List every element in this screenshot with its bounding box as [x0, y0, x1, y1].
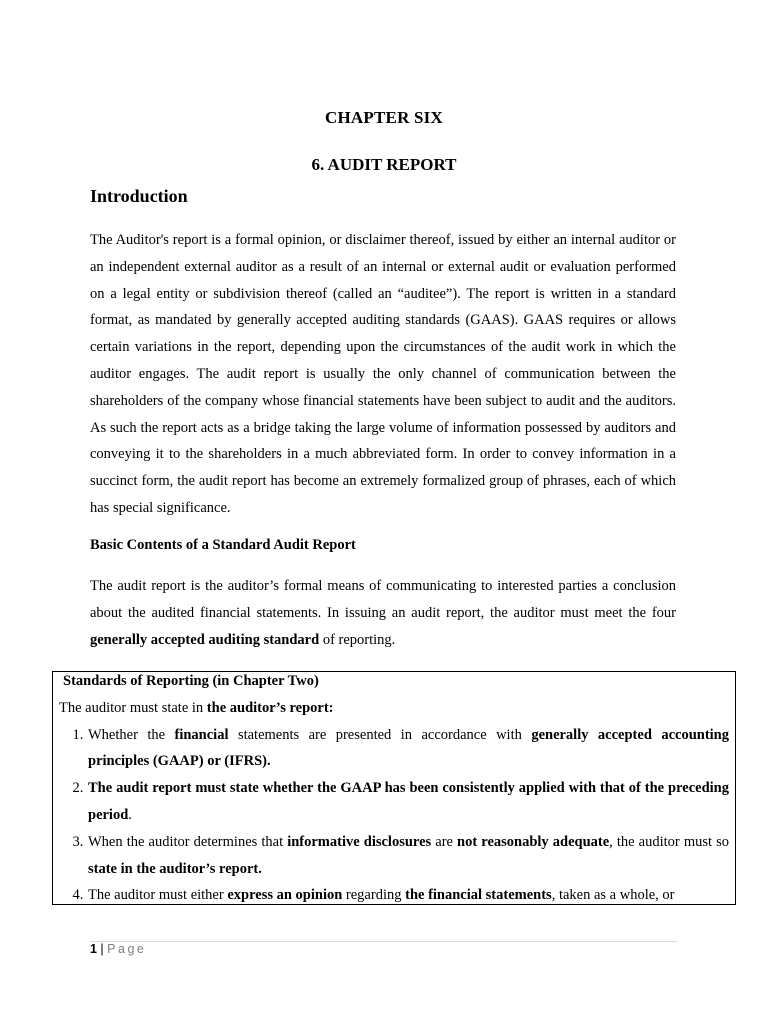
section-heading: Basic Contents of a Standard Audit Report [90, 537, 356, 553]
item-bold: generally accepted accounting principles (GAAP) or (IFRS). [88, 726, 729, 770]
item-text: . [128, 806, 132, 823]
standard-item-1 [87, 722, 729, 776]
item-text: are [431, 833, 458, 850]
lead-plain: The auditor must state in [59, 699, 207, 716]
item-bold: express an opinion [227, 887, 343, 904]
lead-bold: the auditor’s report: [206, 699, 334, 716]
introduction-heading: Introduction [90, 186, 188, 206]
item-bold: financial [174, 726, 229, 743]
item-text: The auditor must either [88, 887, 228, 904]
section-paragraph-start: The audit report is the auditor’s formal means of communicating to interested parties a conclusion about the audited financial statements. In issuing an audit report, the auditor must meet the four [90, 578, 676, 621]
item-bold: informative disclosures [287, 833, 432, 850]
section-paragraph-end: of reporting. [319, 631, 396, 648]
item-text: When the auditor determines that [88, 833, 288, 850]
standards-box-lead [53, 695, 735, 722]
page-word: Page [107, 942, 147, 956]
item-text: regarding [342, 887, 406, 904]
standard-item-3 [87, 829, 729, 883]
item-bold: not reasonably adequate [457, 833, 610, 850]
section-paragraph-bold: generally accepted auditing standard [90, 631, 320, 648]
item-bold: state in the auditor’s report. [88, 860, 262, 877]
chapter-heading: CHAPTER SIX [325, 108, 443, 127]
item-text: statements are presented in accordance with [228, 726, 532, 743]
standards-box-title: Standards of Reporting (in Chapter Two) [63, 673, 319, 689]
section-paragraph [90, 573, 676, 653]
item-bold: The audit report must state whether the GAAP has been consistently applied with that of the preceding period [88, 780, 729, 823]
chapter-title: 6. AUDIT REPORT [311, 155, 457, 174]
standard-item-4 [87, 882, 729, 905]
item-text: , taken as a whole, or [551, 887, 675, 904]
footer-separator: | [96, 942, 108, 956]
standards-list [53, 722, 735, 905]
item-text: Whether the [88, 726, 175, 743]
item-bold: the financial statements [405, 887, 552, 904]
item-text: , the auditor must so [609, 833, 730, 850]
standard-item-2 [87, 775, 729, 829]
page-number: 1 [90, 942, 97, 956]
intro-paragraph: The Auditor's report is a formal opinion, or disclaimer thereof, issued by either an internal auditor or an independent external auditor as a result of an internal or external audit or evaluation performed on a legal entity or subdivision thereof (called an “auditee”). The report is written in a standard format, as mandated by generally accepted auditing standards (GAAS). GAAS requires or allows certain variations in the report, depending upon the circumstances of the audit work in which the auditor engages. The audit report is usually the only channel of communication between the shareholders of the company whose financial statements have been subject to audit and the auditors. As such the report acts as a bridge taking the large volume of information possessed by auditors and conveying it to the shareholders in a much abbreviated form. In order to convey information in a succinct form, the audit report has become an extremely formalized group of phrases, each of which has special significance. [90, 232, 676, 516]
standards-box [52, 671, 736, 905]
page-footer [90, 942, 146, 956]
footer-divider [90, 941, 677, 942]
